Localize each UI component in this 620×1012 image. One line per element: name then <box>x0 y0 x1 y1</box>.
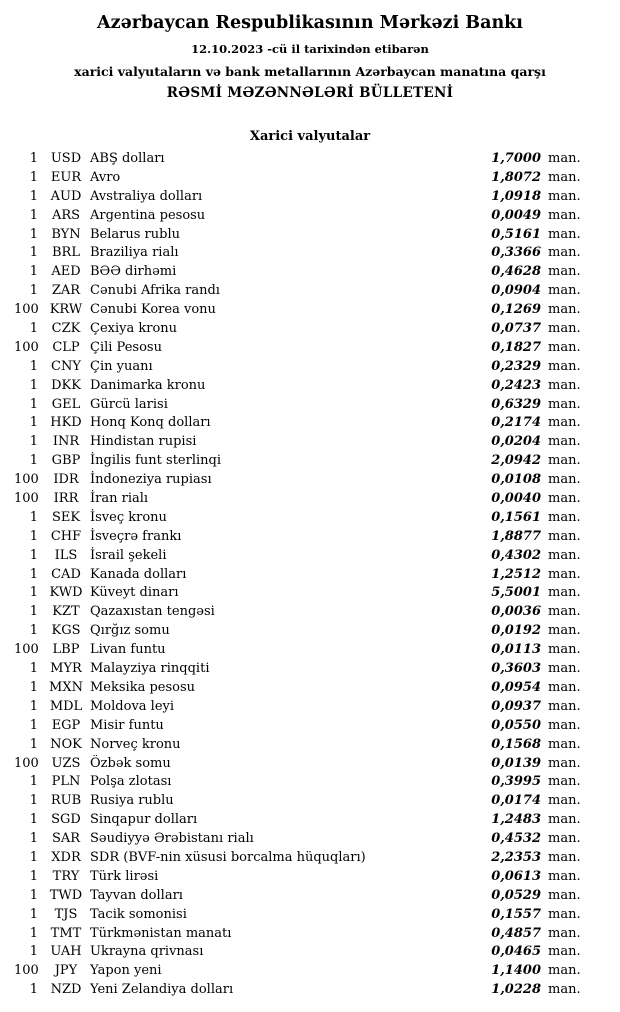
currency-name: Misir funtu <box>90 717 164 733</box>
rate-quantity: 1 <box>29 434 38 450</box>
rate-value: 0,3603 <box>491 661 541 677</box>
rate-row <box>0 433 620 452</box>
currency-code: DKK <box>51 377 81 393</box>
currency-code: GBP <box>51 453 81 469</box>
currency-name: Meksika pesosu <box>90 679 196 695</box>
rate-row <box>0 660 620 679</box>
rate-quantity: 100 <box>14 302 39 318</box>
currency-code: JPY <box>54 963 78 979</box>
rate-row <box>0 887 620 906</box>
unit-label: man. <box>548 623 581 639</box>
unit-label: man. <box>548 509 581 525</box>
rate-quantity: 1 <box>29 812 38 828</box>
unit-label: man. <box>548 415 581 431</box>
rate-value: 0,0040 <box>491 491 541 507</box>
currency-code: NZD <box>50 982 82 998</box>
unit-label: man. <box>548 585 581 601</box>
rate-row <box>0 226 620 245</box>
currency-name: Cənubi Afrika randı <box>90 283 220 299</box>
rate-quantity: 1 <box>29 453 38 469</box>
currency-name: Honq Konq dolları <box>90 415 211 431</box>
currency-code: AUD <box>50 188 82 204</box>
rate-row <box>0 849 620 868</box>
currency-name: Malayziya rinqqiti <box>90 661 210 677</box>
rate-row <box>0 263 620 282</box>
rate-quantity: 1 <box>29 151 38 166</box>
rate-value: 0,0613 <box>491 868 541 884</box>
rate-row <box>0 414 620 433</box>
unit-label: man. <box>548 434 581 450</box>
currency-code: SEK <box>51 509 81 525</box>
unit-label: man. <box>548 944 581 960</box>
bulletin-heading: RƏSMİ MƏZƏNNƏLƏRİ BÜLLETENİ <box>166 85 454 101</box>
unit-label: man. <box>548 377 581 393</box>
exchange-rates-table <box>0 150 620 1000</box>
rate-quantity: 100 <box>14 339 39 355</box>
unit-label: man. <box>548 245 581 261</box>
currency-code: MXN <box>49 679 83 695</box>
rate-row <box>0 396 620 415</box>
currency-name: Özbək somu <box>90 755 171 771</box>
rate-value: 1,2512 <box>491 566 541 582</box>
unit-label: man. <box>548 207 581 223</box>
rate-quantity: 1 <box>29 207 38 223</box>
unit-label: man. <box>548 151 581 166</box>
rate-quantity: 1 <box>29 982 38 998</box>
currency-name: Küveyt dinarı <box>90 585 179 601</box>
rate-quantity: 1 <box>29 188 38 204</box>
document-title: Azərbaycan Respublikasının Mərkəzi Bankı <box>97 13 523 33</box>
currency-name: Çin yuanı <box>90 358 153 374</box>
currency-code: KRW <box>49 302 83 318</box>
rate-value: 0,5161 <box>491 226 541 242</box>
currency-code: ILS <box>54 547 78 563</box>
rate-quantity: 1 <box>29 679 38 695</box>
rate-value: 0,1561 <box>491 509 541 525</box>
rate-value: 0,0937 <box>491 698 541 714</box>
currency-code: XDR <box>51 849 81 865</box>
rate-quantity: 1 <box>29 226 38 242</box>
rate-row <box>0 301 620 320</box>
currency-code: CAD <box>51 566 81 582</box>
rate-value: 0,4628 <box>491 264 541 280</box>
rate-row <box>0 244 620 263</box>
rate-quantity: 1 <box>29 377 38 393</box>
currency-name: Yapon yeni <box>90 963 162 979</box>
rate-quantity: 1 <box>29 528 38 544</box>
currency-code: IRR <box>53 491 79 507</box>
rate-quantity: 100 <box>14 491 39 507</box>
rate-value: 0,3995 <box>491 774 541 790</box>
rate-quantity: 100 <box>14 755 39 771</box>
currency-name: Braziliya rialı <box>90 245 179 261</box>
rate-quantity: 1 <box>29 509 38 525</box>
rate-row <box>0 717 620 736</box>
currency-code: TWD <box>49 887 83 903</box>
currency-name: Türkmənistan manatı <box>90 925 232 941</box>
rate-value: 0,1269 <box>491 302 541 318</box>
rate-quantity: 1 <box>29 623 38 639</box>
rate-quantity: 1 <box>29 887 38 903</box>
unit-label: man. <box>548 661 581 677</box>
currency-name: Avstraliya dolları <box>90 188 203 204</box>
currency-name: Səudiyyə Ərəbistanı rialı <box>90 831 254 847</box>
rate-value: 0,0954 <box>491 679 541 695</box>
currency-code: KZT <box>52 604 80 620</box>
rate-value: 1,7000 <box>491 151 541 166</box>
currency-code: KWD <box>49 585 83 601</box>
rate-row <box>0 339 620 358</box>
rate-value: 0,4857 <box>491 925 541 941</box>
rate-quantity: 1 <box>29 736 38 752</box>
currency-name: Kanada dolları <box>90 566 187 582</box>
unit-label: man. <box>548 868 581 884</box>
unit-label: man. <box>548 849 581 865</box>
rate-value: 0,2329 <box>491 358 541 374</box>
unit-label: man. <box>548 755 581 771</box>
rate-quantity: 1 <box>29 793 38 809</box>
currency-code: TMT <box>50 925 82 941</box>
currency-code: ARS <box>51 207 81 223</box>
unit-label: man. <box>548 566 581 582</box>
rate-row <box>0 736 620 755</box>
rate-row <box>0 641 620 660</box>
rate-quantity: 1 <box>29 547 38 563</box>
currency-code: IDR <box>53 472 79 488</box>
rate-value: 1,0228 <box>491 982 541 998</box>
unit-label: man. <box>548 604 581 620</box>
currency-name: Hindistan rupisi <box>90 434 197 450</box>
rate-row <box>0 377 620 396</box>
currency-name: İsveçrə frankı <box>90 528 182 544</box>
rate-value: 0,0036 <box>491 604 541 620</box>
currency-code: CHF <box>50 528 82 544</box>
unit-label: man. <box>548 283 581 299</box>
rate-row <box>0 981 620 1000</box>
currency-name: İsrail şekeli <box>90 547 167 563</box>
rate-quantity: 1 <box>29 169 38 185</box>
unit-label: man. <box>548 169 581 185</box>
unit-label: man. <box>548 698 581 714</box>
unit-label: man. <box>548 547 581 563</box>
unit-label: man. <box>548 396 581 412</box>
currency-code: UZS <box>51 755 81 771</box>
rate-value: 0,1557 <box>491 906 541 922</box>
unit-label: man. <box>548 339 581 355</box>
rate-value: 0,0139 <box>491 755 541 771</box>
currency-code: CLP <box>52 339 80 355</box>
section-title-foreign-currencies: Xarici valyutalar <box>249 129 371 144</box>
currency-code: EUR <box>50 169 82 185</box>
rate-quantity: 1 <box>29 283 38 299</box>
rate-value: 0,0204 <box>491 434 541 450</box>
rate-row <box>0 150 620 169</box>
currency-code: CZK <box>51 321 81 337</box>
rate-quantity: 1 <box>29 396 38 412</box>
rate-quantity: 1 <box>29 925 38 941</box>
currency-code: ZAR <box>51 283 81 299</box>
unit-label: man. <box>548 831 581 847</box>
currency-name: İndoneziya rupiası <box>90 472 212 488</box>
rate-quantity: 1 <box>29 585 38 601</box>
unit-label: man. <box>548 925 581 941</box>
currency-name: BƏƏ dirhəmi <box>90 264 177 280</box>
rate-value: 0,1827 <box>491 339 541 355</box>
rate-value: 0,0192 <box>491 623 541 639</box>
currency-name: Ukrayna qrivnası <box>90 944 204 960</box>
rate-row <box>0 320 620 339</box>
rate-value: 5,5001 <box>491 585 541 601</box>
unit-label: man. <box>548 321 581 337</box>
rate-row <box>0 452 620 471</box>
rate-value: 0,0108 <box>491 472 541 488</box>
rate-value: 2,0942 <box>491 453 541 469</box>
unit-label: man. <box>548 812 581 828</box>
rate-row <box>0 906 620 925</box>
rate-value: 0,0904 <box>491 283 541 299</box>
currency-code: HKD <box>50 415 82 431</box>
currency-name: Argentina pesosu <box>90 207 206 223</box>
rate-row <box>0 566 620 585</box>
unit-label: man. <box>548 188 581 204</box>
currency-code: KGS <box>51 623 81 639</box>
currency-code: MDL <box>49 698 83 714</box>
currency-name: İran rialı <box>90 491 149 507</box>
rate-value: 0,0465 <box>491 944 541 960</box>
currency-name: Cənubi Korea vonu <box>90 302 216 318</box>
rate-quantity: 1 <box>29 831 38 847</box>
rate-row <box>0 528 620 547</box>
rate-quantity: 1 <box>29 245 38 261</box>
rate-row <box>0 282 620 301</box>
rate-quantity: 1 <box>29 604 38 620</box>
unit-label: man. <box>548 642 581 658</box>
rate-value: 1,2483 <box>491 812 541 828</box>
currency-code: BRL <box>52 245 80 261</box>
rate-row <box>0 679 620 698</box>
currency-name: Qazaxıstan tengəsi <box>90 604 215 620</box>
unit-label: man. <box>548 793 581 809</box>
rate-row <box>0 207 620 226</box>
unit-label: man. <box>548 906 581 922</box>
effective-date-line: 12.10.2023 -cü il tarixindən etibarən <box>191 42 429 56</box>
rate-quantity: 1 <box>29 358 38 374</box>
currency-name: Türk lirəsi <box>90 868 159 884</box>
rate-value: 0,0049 <box>491 207 541 223</box>
document-subtitle: xarici valyutaların və bank metallarının Azərbaycan manatına qarşı <box>74 64 546 79</box>
rate-row <box>0 622 620 641</box>
currency-name: Polşa zlotası <box>90 774 172 790</box>
rate-value: 0,1568 <box>491 736 541 752</box>
rate-quantity: 1 <box>29 566 38 582</box>
rate-row <box>0 962 620 981</box>
rate-value: 1,8072 <box>491 169 541 185</box>
rate-quantity: 1 <box>29 717 38 733</box>
rate-row <box>0 358 620 377</box>
currency-code: SGD <box>51 812 81 828</box>
currency-code: TJS <box>54 906 78 922</box>
currency-name: Yeni Zelandiya dolları <box>90 982 234 998</box>
currency-code: NOK <box>50 736 82 752</box>
unit-label: man. <box>548 453 581 469</box>
rate-row <box>0 471 620 490</box>
rate-quantity: 1 <box>29 774 38 790</box>
currency-name: Belarus rublu <box>90 226 180 242</box>
rate-quantity: 1 <box>29 321 38 337</box>
rate-quantity: 1 <box>29 698 38 714</box>
currency-code: GEL <box>51 396 81 412</box>
unit-label: man. <box>548 736 581 752</box>
rate-value: 0,0529 <box>491 887 541 903</box>
rate-row <box>0 773 620 792</box>
rate-row <box>0 698 620 717</box>
currency-code: SAR <box>51 831 81 847</box>
rate-row <box>0 925 620 944</box>
rate-value: 1,1400 <box>491 963 541 979</box>
unit-label: man. <box>548 774 581 790</box>
unit-label: man. <box>548 982 581 998</box>
currency-name: Avro <box>90 169 121 185</box>
currency-code: TRY <box>52 868 80 884</box>
rate-row <box>0 169 620 188</box>
currency-code: AED <box>51 264 81 280</box>
rate-row <box>0 509 620 528</box>
rate-row <box>0 547 620 566</box>
rate-row <box>0 868 620 887</box>
currency-code: LBP <box>52 642 80 658</box>
rate-value: 1,8877 <box>491 528 541 544</box>
rate-quantity: 1 <box>29 661 38 677</box>
unit-label: man. <box>548 528 581 544</box>
unit-label: man. <box>548 679 581 695</box>
rate-quantity: 1 <box>29 264 38 280</box>
currency-name: Rusiya rublu <box>90 793 174 809</box>
unit-label: man. <box>548 264 581 280</box>
currency-name: Sinqapur dolları <box>90 812 198 828</box>
rate-value: 0,2174 <box>491 415 541 431</box>
currency-name: ABŞ dolları <box>90 151 165 166</box>
rate-row <box>0 490 620 509</box>
rate-row <box>0 755 620 774</box>
rate-quantity: 100 <box>14 642 39 658</box>
currency-name: Tacik somonisi <box>90 906 187 922</box>
currency-name: Çili Pesosu <box>90 339 162 355</box>
rate-quantity: 1 <box>29 906 38 922</box>
rate-row <box>0 811 620 830</box>
currency-code: EGP <box>51 717 81 733</box>
rate-row <box>0 792 620 811</box>
unit-label: man. <box>548 472 581 488</box>
rate-quantity: 1 <box>29 944 38 960</box>
rate-value: 0,0174 <box>491 793 541 809</box>
currency-code: INR <box>52 434 80 450</box>
rate-quantity: 100 <box>14 963 39 979</box>
rate-value: 0,0737 <box>491 321 541 337</box>
rate-value: 2,2353 <box>491 849 541 865</box>
rate-value: 1,0918 <box>491 188 541 204</box>
unit-label: man. <box>548 226 581 242</box>
currency-name: Qırğız somu <box>90 623 170 639</box>
currency-code: CNY <box>51 358 81 374</box>
currency-code: UAH <box>50 944 82 960</box>
currency-name: Moldova leyi <box>90 698 175 714</box>
unit-label: man. <box>548 491 581 507</box>
rate-value: 0,6329 <box>491 396 541 412</box>
currency-name: Norveç kronu <box>90 736 181 752</box>
rate-value: 0,2423 <box>491 377 541 393</box>
currency-code: BYN <box>51 226 81 242</box>
currency-code: RUB <box>50 793 82 809</box>
rate-row <box>0 603 620 622</box>
unit-label: man. <box>548 887 581 903</box>
currency-name: SDR (BVF-nin xüsusi borcalma hüquqları) <box>90 849 366 865</box>
currency-name: Çexiya kronu <box>90 321 178 337</box>
currency-name: Livan funtu <box>90 642 166 658</box>
currency-name: Tayvan dolları <box>90 887 183 903</box>
rate-quantity: 1 <box>29 415 38 431</box>
unit-label: man. <box>548 302 581 318</box>
currency-code: USD <box>50 151 82 166</box>
rate-value: 0,0113 <box>491 642 541 658</box>
rate-row <box>0 188 620 207</box>
rate-row <box>0 830 620 849</box>
unit-label: man. <box>548 358 581 374</box>
rate-value: 0,4532 <box>491 831 541 847</box>
currency-code: MYR <box>50 661 82 677</box>
currency-name: İngilis funt sterlinqi <box>90 453 221 469</box>
rate-quantity: 100 <box>14 472 39 488</box>
rate-value: 0,3366 <box>491 245 541 261</box>
unit-label: man. <box>548 717 581 733</box>
rate-value: 0,0550 <box>491 717 541 733</box>
currency-name: İsveç kronu <box>90 509 167 525</box>
currency-code: PLN <box>51 774 81 790</box>
rate-value: 0,4302 <box>491 547 541 563</box>
rate-quantity: 1 <box>29 849 38 865</box>
currency-name: Gürcü larisi <box>90 396 168 412</box>
rate-row <box>0 584 620 603</box>
unit-label: man. <box>548 963 581 979</box>
rate-quantity: 1 <box>29 868 38 884</box>
currency-name: Danimarka kronu <box>90 377 206 393</box>
rate-row <box>0 943 620 962</box>
